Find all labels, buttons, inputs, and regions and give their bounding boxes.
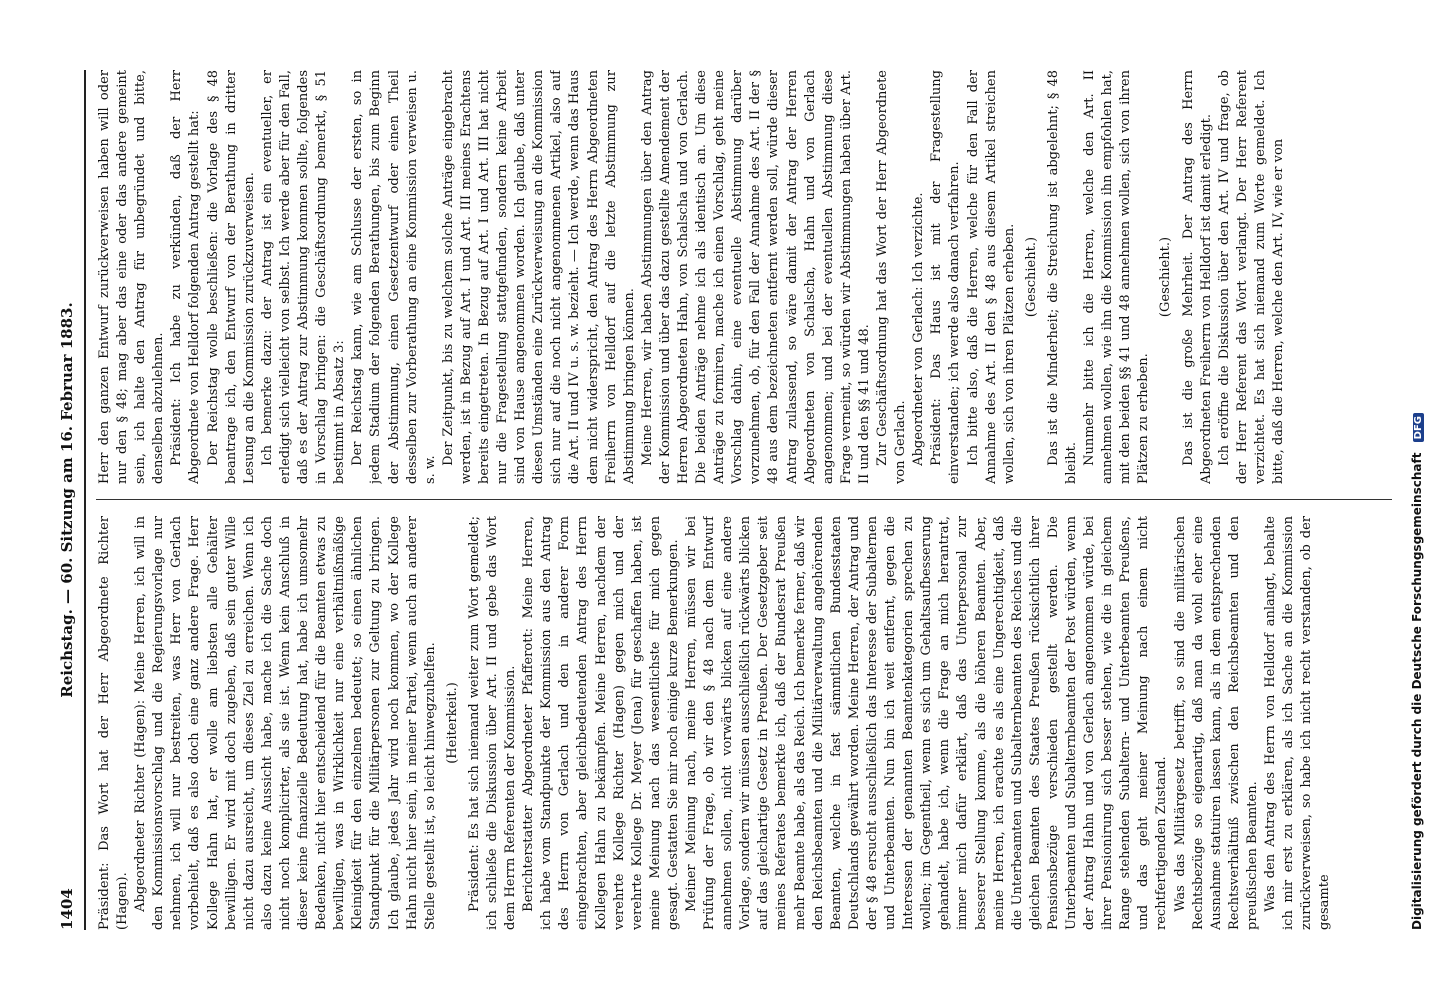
paragraph: Präsident: Es hat sich niemand weiter zum Wort gemeldet; ich schließe die Diskussion über Art. II und gebe das Wort dem Herrn Referenten der Kommission. — [466, 516, 519, 930]
column-divider — [96, 499, 1392, 500]
paragraph: Das ist die Minderheit; die Streichung ist abgelehnt; § 48 bleibt. — [1045, 70, 1079, 484]
paragraph: Ich eröffne die Diskussion über den Art. IV und frage, ob der Herr Referent das Wort verlangt. Der Herr Referent verzichtet. Es hat sich niemand zum Worte gemeldet. Ich bitte, daß die Herren, welche den Art. IV, wie er von — [1216, 70, 1286, 484]
paragraph: Meiner Meinung nach, meine Herren, müssen wir bei Prüfung der Frage, ob wir den § 48 nach dem Entwurf annehmen sollen, nicht vorwärts blicken auf eine andere Vorlage, sondern wir müssen ausschließlich rückwärts blicken auf das gleichartige Gesetz in Preußen. Der Gesetzgeber seit meines Referates bemerkte ich, daß der Bundesrat Preußen mehr Beamte habe, als das Reich. Ich bemerke ferner, daß wir den Reichsbeamten und die Militärverwaltung angehörenden Beamten, welche in fast sämmtlichen Bundesstaaten Deutschlands gewährt worden. Meine Herren, der Antrag und der § 48 ersucht ausschließlich das Interesse der Subalternen und Unterbeamten. Nun bin ich weit entfernt, gegen die Interessen der genannten Beamtenkategorien sprechen zu wollen; im Gegentheil, wenn es sich um Gehaltsaufbesserung gehandelt, habe ich, wenn die Frage an mich herantrat, immer mich dafür erklärt, daß das Unterpersonal zur besserer Stellung komme, als die höheren Beamten. Aber, meine Herren, ich erachte es als eine Ungerechtigkeit, daß die Unterbeamten und Subalternbeamten des Reiches und die gleichen Beamten des Staates Preußen rücksichtlich ihrer Pensionsbezüge verschieden gestellt werden. Die Unterbeamten und Subalternbeamten der Post würden, wenn der Antrag Hahn und von Gerlach angenommen würde, bei ihrer Pensionirung sich besser stehen, wie die in gleichem Range stehenden Subaltern- und Unterbeamten Preußens, und das geht meiner Meinung nach einem nicht rechtfertigenden Zustand. — [684, 516, 1170, 930]
running-head-title: Reichstag. — 60. Sitzung am 16. Februar 1883. — [58, 302, 76, 698]
dfg-logo: DFG — [1413, 413, 1424, 442]
paragraph: Der Zeitpunkt, bis zu welchem solche Anträge eingebracht werden, ist in Bezug auf Art. I und Art. III meines Erachtens bereits eingetreten. In Bezug auf Art. I und Art. III hat nicht nur die Fragestellung stattgefunden, sondern keine Arbeit sind von Hause angenommen worden. Ich glaube, daß unter diesen Umständen eine Zurückverweisung an die Kommission sich nur auf die noch nicht angenommenen Artikel, also auf die Art. II und IV u. s. w. bezieht. — Ich werde, wenn das Haus dem nicht widerspricht, den Antrag des Herrn Abgeordneten Freiherrn von Helldorf auf die letzte Abstimmung zur Abstimmung bringen können. — [440, 70, 637, 484]
right-column — [96, 70, 1392, 484]
paragraph: Meine Herren, wir haben Abstimmungen über den Antrag der Kommission und über das dazu gestellte Amendement der Herren Abgeordneten Hahn, von Schalscha und von Gerlach. Die beiden Anträge nehme ich als identisch an. Um diese Anträge zu formiren, mache ich einen Vorschlag, geht meine Vorschlag dahin, eine eventuelle Abstimmung darüber vorzunehmen, ob, für den Fall der Annahme des Art. II der § 48 aus dem bezeichneten entfernt werden soll, würde dieser Antrag zulassend, so wäre damit der Antrag der Herren Abgeordneten von Schalscha, Hahn und von Gerlach angenommen; und bei der eventuellen Abstimmung diese Frage verneint, so würden wir Abstimmungen haben über Art. II und den §§ 41 und 48. — [639, 70, 872, 484]
interjection: (Heiterkeit.) — [444, 682, 460, 764]
header-rule — [84, 70, 86, 930]
page-number: 1404 — [58, 888, 76, 930]
paragraph: Berichterstatter Abgeordneter Pfafferott: Meine Herren, ich habe vom Standpunkte der Kommission aus den Antrag des Herrn von Gerlach und den in anderer Form eingebrachten, aber gleichbedeutenden Antrag des Herrn Kollegen Hahn zu bekämpfen. Meine Herren, nachdem der verehrte Kollege Richter (Hagen) gegen mich und der verehrte Kollege Dr. Meyer (Jena) für geschaffen haben, ist meine Meinung nach das wesentlichste für mich gegen gesagt. Gestatten Sie mir noch einige kurze Bemerkungen. — [521, 516, 681, 930]
interjection: (Geschieht.) — [1023, 236, 1039, 318]
paragraph: Präsident: Ich habe zu verkünden, daß der Herr Abgeordnete von Helldorf folgenden Antrag gestellt hat: — [169, 70, 203, 484]
paragraph: Präsident: Das Haus ist mit der Fragestellung einverstanden; ich werde also danach verfahren. — [929, 70, 963, 484]
paragraph: Ich bitte also, daß die Herren, welche für den Fall der Annahme des Art. II den § 48 aus diesem Artikel streichen wollen, sich von ihren Plätzen erheben. — [965, 70, 1017, 484]
paragraph: Das ist die große Mehrheit. Der Antrag des Herrn Abgeordneten Freiherrn von Helldorf ist damit erledigt. — [1180, 70, 1214, 484]
paragraph: Präsident: Das Wort hat der Herr Abgeordnete Richter (Hagen). — [97, 516, 131, 930]
funding-footer — [1410, 413, 1424, 930]
interjection: (Geschieht.) — [1158, 236, 1174, 318]
paragraph: Abgeordneter von Gerlach: Ich verzichte. — [911, 192, 927, 466]
left-column — [96, 516, 1392, 930]
paragraph: Nunmehr bitte ich die Herren, welche den Art. II annehmen wollen, wie ihn die Kommission ihn empfohlen hat, mit den beiden §§ 41 und 48 annehmen wollen, sich von ihren Plätzen zu erheben. — [1082, 70, 1152, 484]
paragraph: Was das Militärgesetz betrifft, so sind die militärischen Rechtsbezüge so eigenartig, daß man da wohl eher eine Ausnahme statuiren lassen kann, als in dem entsprechenden Rechtsverhältniß zwischen den Reichsbeamten und den preußischen Beamten. — [1172, 516, 1260, 930]
running-head — [58, 70, 80, 930]
paragraph: Zur Geschäftsordnung hat das Wort der Herr Abgeordnete von Gerlach. — [875, 70, 909, 484]
paragraph: Ich bemerke dazu: der Antrag ist ein eventueller, er erledigt sich vielleicht von selbst. Ich werde aber für den Fall, daß es der Antrag zur Abstimmung kommen sollte, folgendes in Vorschlag bringen: die Geschäftsordnung bemerkt, § 51 bestimmt in Absatz 3: — [259, 70, 348, 484]
quoted-motion: Der Reichstag wolle beschließen: die Vorlage des § 48 beantrage ich, den Entwurf von der Berathung in dritter Lesung an die Kommission zurückzuverweisen. — [205, 70, 257, 484]
paragraph: Herr den ganzen Entwurf zurückverweisen haben will oder nur den § 48; mag aber das eine oder das andere gemeint sein, ich halte den Antrag für unbegründet und bitte, denselben abzulehnen. — [97, 70, 167, 484]
paragraph: Abgeordneter Richter (Hagen): Meine Herren, ich will in den Kommissionsvorschlag und die Regierungsvorlage nur nehmen, ich will nur bestreiten, was Herr von Gerlach vorbehielt, daß es also doch eine ganz andere Frage. Herr Kollege Hahn hat, er wolle am liebsten alle Gehälter bewilligen. Er wird mit doch zugeben, daß sein guter Wille nicht dazu ausreicht, um dieses Ziel zu erreichen. Wenn ich also dazu keine Aussicht habe, mache ich die Sache doch nicht noch komplicirter, als sie ist. Wenn kein Anschluß in dieser keine finanzielle Bedeutung hat, habe ich umsomehr Bedenken, nicht hier entscheidend für die Beamten etwas zu bewilligen, was in Wirklichkeit nur eine verhältnißmäßige Kleinigkeit für den einzelnen bedeutet; so einen ähnlichen Standpunkt für die Militärpersonen zur Geltung zu bringen. Ich glaube, jedes Jahr wird noch kommen, wo der Kollege Hahn nicht hier sein, in meiner Partei, wenn auch an anderer Stelle gestellt ist, so leicht hinwegzuhelfen. — [133, 516, 438, 930]
funding-note: Digitalisierung gefördert durch die Deutsche Forschungsgemeinschaft — [1410, 452, 1424, 930]
quoted-rule: Der Reichstag kann, wie am Schlusse der ersten, so in jedem Stadium der folgenden Berathungen, bis zum Beginn der Abstimmung, einen Gesetzentwurf oder einen Theil desselben zur Vorberathung an eine Kommission verweisen u. s. w. — [350, 70, 438, 484]
paragraph: Was den Antrag des Herrn von Helldorf anlangt, behalte ich mir erst zu erklären, als ich Sache an die Kommission zurückverweisen, so habe ich nicht recht verstanden, ob der gesamte — [1263, 516, 1333, 930]
